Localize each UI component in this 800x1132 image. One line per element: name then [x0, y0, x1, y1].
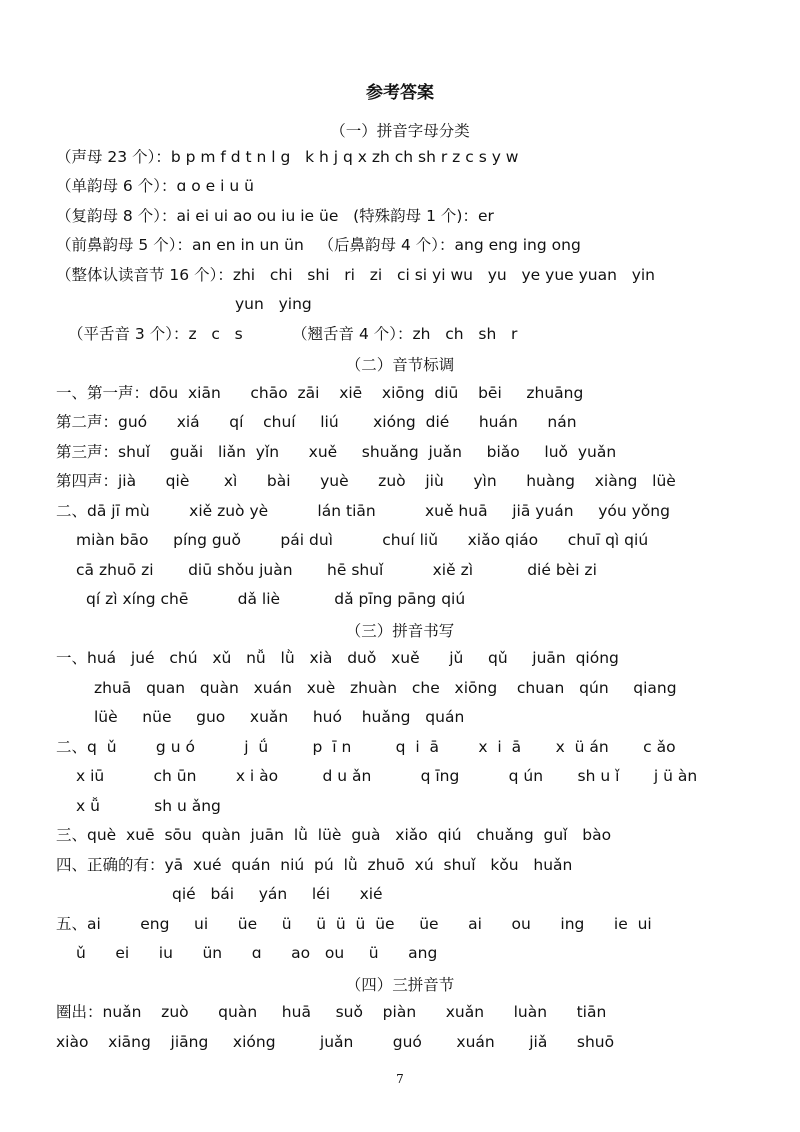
section-heading-2: （二）音节标调	[345, 356, 455, 374]
text-line: 二、dā jī mù xiě zuò yè lán tiān xuě huā jiā yuán yóu yǒng	[56, 502, 670, 520]
text-line: 五、ai eng ui üe ü ü ü ü üe üe ai ou ing ie ui	[56, 915, 652, 933]
text-line: x iū ch ūn x i ào d u ǎn q īng q ún sh u ǐ j ü àn	[76, 767, 698, 785]
section-heading-1: （一）拼音字母分类	[330, 122, 470, 140]
text-line: 二、q ǔ g u ó j ǘ p ī n q i ā x i ā x ü án c ǎo	[56, 738, 676, 756]
text-line: ǔ ei iu ün ɑ ao ou ü ang	[76, 944, 438, 962]
text-line: 一、huá jué chú xǔ nǚ lǜ xià duǒ xuě jǔ qǔ juān qióng	[56, 649, 619, 667]
text-line: x ǚ sh u ǎng	[76, 797, 221, 815]
text-line: （单韵母 6 个）：ɑ o e i u ü	[56, 177, 254, 195]
text-line: qí zì xíng chē dǎ liè dǎ pīng pāng qiú	[86, 590, 466, 608]
section-heading-3: （三）拼音书写	[345, 622, 455, 640]
text-line: miàn bāo píng guǒ pái duì chuí liǔ xiǎo qiáo chuī qì qiú	[76, 531, 649, 549]
page-title: 参考答案	[366, 83, 434, 103]
text-line: 第四声：jià qiè xì bài yuè zuò jiù yìn huàng xiàng lüè	[56, 472, 676, 490]
text-line: yun ying	[235, 295, 312, 313]
text-line: 圈出：nuǎn zuò quàn huā suǒ piàn xuǎn luàn tiān	[56, 1003, 607, 1021]
text-line: lüè nüe guo xuǎn huó huǎng quán	[94, 708, 465, 726]
text-line: （前鼻韵母 5 个）：an en in un ün （后鼻韵母 4 个）：ang eng ing ong	[56, 236, 581, 254]
text-line: 第二声：guó xiá qí chuí liú xióng dié huán nán	[56, 413, 577, 431]
text-line: （复韵母 8 个）：ai ei ui ao ou iu ie üe (特殊韵母 1 个)：er	[56, 207, 494, 225]
text-line: 第三声：shuǐ guǎi liǎn yǐn xuě shuǎng juǎn biǎo luǒ yuǎn	[56, 443, 617, 461]
text-line: 三、què xuē sōu quàn juān lǜ lüè guà xiǎo qiú chuǎng guǐ bào	[56, 826, 612, 844]
section-heading-4: （四）三拼音节	[345, 976, 455, 994]
text-line: 一、第一声：dōu xiān chāo zāi xiē xiōng diū bēi zhuāng	[56, 384, 584, 402]
text-line: （平舌音 3 个）：z c s （翘舌音 4 个）：zh ch sh r	[68, 325, 518, 343]
text-line: qié bái yán léi xié	[172, 885, 383, 903]
page-number: 7	[396, 1072, 404, 1086]
text-line: （声母 23 个）：b p m f d t n l g k h j q x zh ch sh r z c s y w	[56, 148, 519, 166]
text-line: xiào xiāng jiāng xióng juǎn guó xuán jiǎ shuō	[56, 1033, 615, 1051]
text-line: （整体认读音节 16 个）：zhi chi shi ri zi ci si yi wu yu ye yue yuan yin	[56, 266, 656, 284]
text-line: cā zhuō zi diū shǒu juàn hē shuǐ xiě zì dié bèi zi	[76, 561, 597, 579]
text-line: 四、正确的有：yā xué quán niú pú lǜ zhuō xú shuǐ kǒu huǎn	[56, 856, 573, 874]
text-line: zhuā quan quàn xuán xuè zhuàn che xiōng chuan qún qiang	[94, 679, 677, 697]
